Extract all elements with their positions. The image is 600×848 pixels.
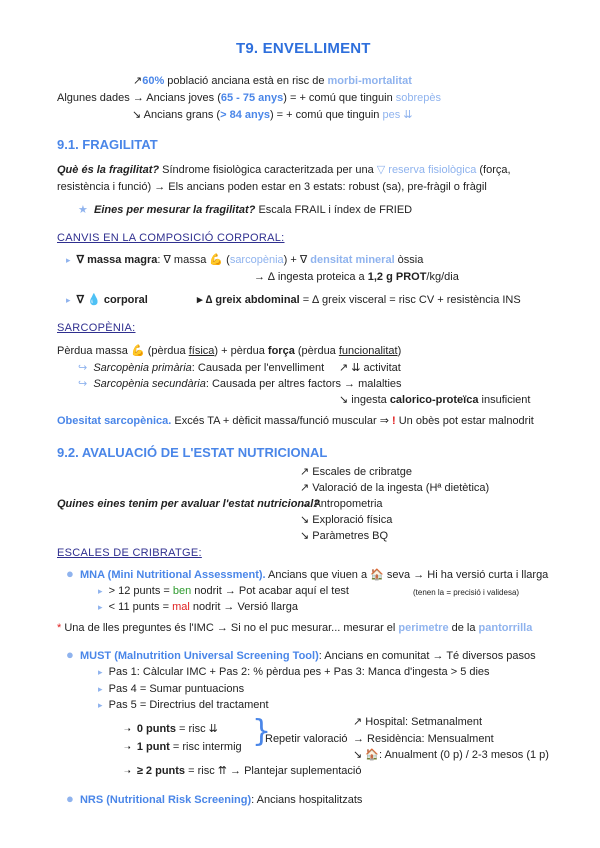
must-row: ● MUST (Malnutrition Universal Screening Tool): Ancians en comunitat → Té diversos pasos: [66, 647, 536, 662]
subheading-sarcopenia: SARCOPÈNIA:: [57, 322, 136, 334]
canvis-row-3: ▸ ∇ 💧 corporal: [66, 294, 148, 306]
must-pas-5: ▸ Pas 5 = Directrius del tractament: [98, 699, 269, 711]
eines-item-1: ↗ Escales de cribratge: [300, 466, 412, 478]
return-arrow-icon: ↪: [78, 378, 88, 390]
mna-score-1: ▸ > 12 punts = ben nodrit → Pot acabar aquí el test: [98, 585, 349, 597]
bullet-icon: ▸: [66, 295, 71, 305]
must-pas-4: ▸ Pas 4 = Sumar puntuacions: [98, 683, 245, 695]
arrow-right-icon: ➝: [124, 743, 131, 752]
canvis-row-1: ▸ ∇ massa magra: ∇ massa 💪 (sarcopènia) + ∇ densitat mineral òssia: [66, 254, 424, 266]
sarcopenia-secondary-cause: ↘ ingesta calorico-proteïca insuficient: [339, 394, 531, 406]
eines-item-2: ↗ Valoració de la ingesta (Hª dietètica): [300, 482, 490, 494]
curly-brace-icon: }: [252, 714, 272, 749]
eines-item-3: → Antropometria: [300, 498, 383, 510]
mna-score-2: ▸ < 11 punts = mal nodrit → Versió llarga: [98, 601, 299, 613]
bullet-icon: ▸: [98, 586, 103, 596]
eines-question: Quines eines tenim per avaluar l'estat nutricional?: [57, 498, 321, 510]
canvis-row-2: → ∆ ingesta proteica a 1,2 g PROT/kg/dia: [254, 271, 459, 283]
intro-line-1: ↗60% població anciana està en risc de morbi-mortalitat: [133, 75, 412, 87]
repeat-home: ↘ 🏠: Anualment (0 p) / 2-3 mesos (1 p): [353, 749, 549, 761]
arrow-up-right-icon: ↗: [133, 75, 143, 87]
repeat-hospital: ↗ Hospital: Setmanalment: [353, 716, 483, 728]
arrow-right-icon: ➝: [124, 725, 131, 734]
must-score-1: ➝ 1 punt = risc intermig: [124, 741, 242, 753]
repeat-residencia: → Residència: Mensualment: [353, 733, 494, 745]
bullet-icon: ▸: [98, 602, 103, 612]
bullet-icon: ▸: [98, 667, 103, 677]
arrow-right-icon: ➝: [124, 767, 131, 776]
bullet-icon: ▸: [98, 700, 103, 710]
mna-note: (tenen la = precisió i validesa): [413, 588, 520, 597]
mna-row: ● MNA (Mini Nutritional Assessment). Ancians que viuen a 🏠 seva → Hi ha versió curta i llarga: [66, 566, 549, 581]
return-arrow-icon: ↪: [78, 362, 88, 374]
imc-note: * Una de lles preguntes és l'IMC → Si no el puc mesurar... mesurar el perimetre de la pantorrilla: [57, 622, 533, 634]
repetir-valoracio: Repetir valoració: [265, 733, 348, 745]
bullet-dot-icon: ●: [66, 791, 74, 806]
subheading-escales: ESCALES DE CRIBRATGE:: [57, 547, 202, 559]
must-score-0: ➝ 0 punts = risc ⇊: [124, 723, 218, 735]
fragilitat-tools: ★ Eines per mesurar la fragilitat? Escala FRAIL i índex de FRIED: [78, 204, 413, 216]
sarcopenia-primary-cause: ↗ ⇊ activitat: [339, 362, 401, 374]
star-icon: ★: [78, 204, 88, 216]
section-heading-fragilitat: 9.1. FRAGILITAT: [57, 137, 158, 152]
section-heading-avaluacio: 9.2. AVALUACIÓ DE L'ESTAT NUTRICIONAL: [57, 445, 328, 460]
bullet-icon: ▸: [66, 255, 71, 265]
fragilitat-definition-1: Què és la fragilitat? Síndrome fisiològica caracteritzada per una ▽ reserva fisiològica (força,: [57, 164, 511, 176]
subheading-canvis: CANVIS EN LA COMPOSICIÓ CORPORAL:: [57, 232, 285, 244]
eines-item-5: ↘ Paràmetres BQ: [300, 530, 389, 542]
fragilitat-definition-2: resistència i funció) → Els ancians poden estar en 3 estats: robust (sa), pre-fràgil o fràgil: [57, 181, 487, 193]
canvis-row-3b: ▸ ∆ greix abdominal = ∆ greix visceral = risc CV + resistència INS: [197, 294, 521, 306]
page-title: T9. ENVELLIMENT: [236, 40, 371, 57]
must-pas-1-3: ▸ Pas 1: Càlcular IMC + Pas 2: % pèrdua pes + Pas 3: Manca d'ingesta > 5 dies: [98, 666, 490, 678]
bullet-dot-icon: ●: [66, 566, 74, 581]
bullet-dot-icon: ●: [66, 647, 74, 662]
obesitat-sarcopenica: Obesitat sarcopènica. Excés TA + dèficit massa/funció muscular ⇒ ! Un obès pot estar malnodrit: [57, 415, 534, 427]
must-score-2: ➝ ≥ 2 punts = risc ⇈ → Plantejar suplementació: [124, 765, 362, 777]
eines-item-4: ↘ Exploració física: [300, 514, 393, 526]
bullet-icon: ▸: [98, 684, 103, 694]
sarcopenia-primary: ↪ Sarcopènia primària: Causada per l'envelliment: [78, 362, 325, 374]
intro-line-2: Algunes dades → Ancians joves (65 - 75 anys) = + comú que tinguin sobrepès: [57, 92, 442, 104]
nrs-row: ● NRS (Nutritional Risk Screening): Ancians hospitalitzats: [66, 791, 363, 806]
warning-icon: !: [391, 415, 396, 427]
sarcopenia-line-1: Pèrdua massa 💪 (pèrdua física) + pèrdua força (pèrdua funcionalitat): [57, 345, 402, 357]
sarcopenia-secondary: ↪ Sarcopènia secundària: Causada per altres factors → malalties: [78, 378, 402, 390]
intro-line-3: ↘ Ancians grans (> 84 anys) = + comú que tinguin pes ⇊: [132, 109, 413, 121]
